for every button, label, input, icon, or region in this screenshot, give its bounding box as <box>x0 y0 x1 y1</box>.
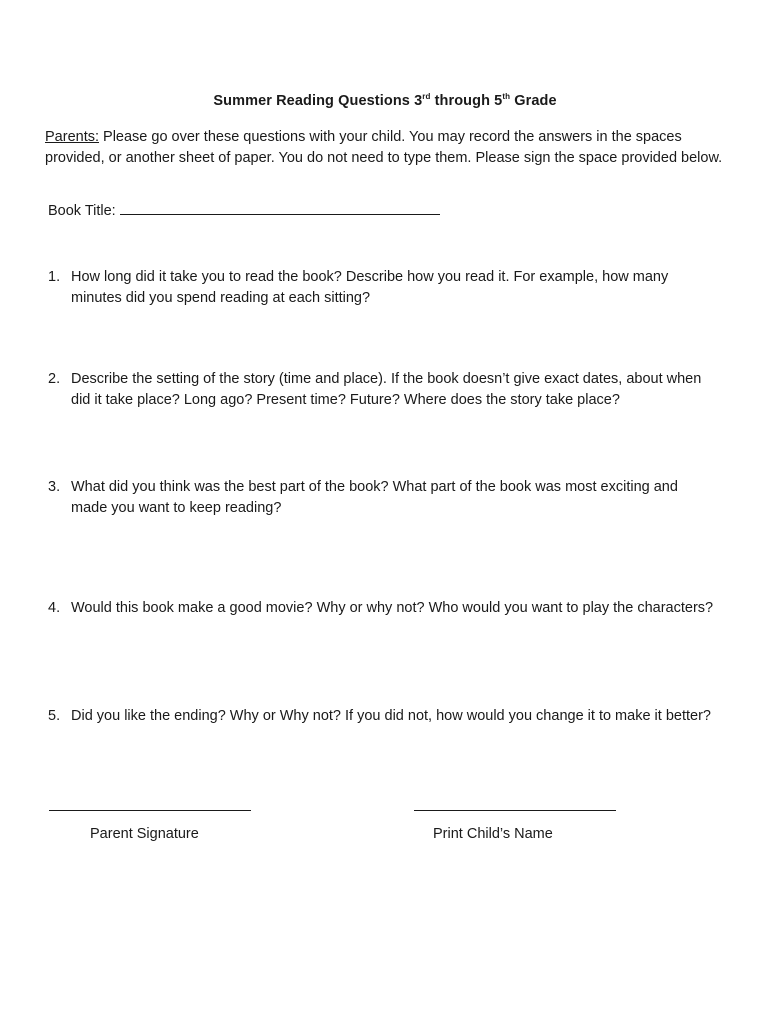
title-superscript-th: th <box>502 92 511 102</box>
parents-label: Parents: <box>45 129 99 145</box>
question-number: 3. <box>48 479 61 495</box>
question-number: 4. <box>48 600 61 616</box>
question-text: Did you like the ending? Why or Why not? If you did not, how would you change it to make it better? <box>71 708 711 724</box>
question-text: How long did it take you to read the book? Describe how you read it. For example, how many minutes did you spend reading at each sitting? <box>71 269 669 306</box>
question-5 <box>48 706 718 727</box>
question-1 <box>48 267 718 309</box>
child-name-line[interactable] <box>414 810 616 811</box>
book-title-row <box>48 200 440 219</box>
book-title-blank-line[interactable] <box>120 200 440 215</box>
question-number: 5. <box>48 708 61 724</box>
question-text: Would this book make a good movie? Why or why not? Who would you want to play the characters? <box>71 600 714 616</box>
question-2 <box>48 369 718 411</box>
parent-signature-line[interactable] <box>49 810 251 811</box>
title-superscript-rd: rd <box>422 92 431 102</box>
question-text: Describe the setting of the story (time and place). If the book doesn’t give exact dates, about when did it take place? Long ago? Present time? Future? Where does the story take place? <box>71 371 702 408</box>
page-title <box>0 93 770 109</box>
parent-signature-label: Parent Signature <box>90 826 199 842</box>
question-text: What did you think was the best part of the book? What part of the book was most exciting and made you want to keep reading? <box>71 479 678 516</box>
question-number: 2. <box>48 371 61 387</box>
parents-instructions-text: Please go over these questions with your child. You may record the answers in the spaces provided, or another sheet of paper. You do not need to type them. Please sign the space provided below. <box>45 129 723 166</box>
book-title-label: Book Title: <box>48 203 116 219</box>
child-name-label: Print Child’s Name <box>433 826 553 842</box>
title-part-2: through 5 <box>430 93 503 109</box>
title-part-3: Grade <box>510 93 557 109</box>
question-3 <box>48 477 718 519</box>
question-number: 1. <box>48 269 61 285</box>
question-4 <box>48 598 718 619</box>
parents-instructions <box>45 127 725 168</box>
title-part-1: Summer Reading Questions 3 <box>213 93 423 109</box>
